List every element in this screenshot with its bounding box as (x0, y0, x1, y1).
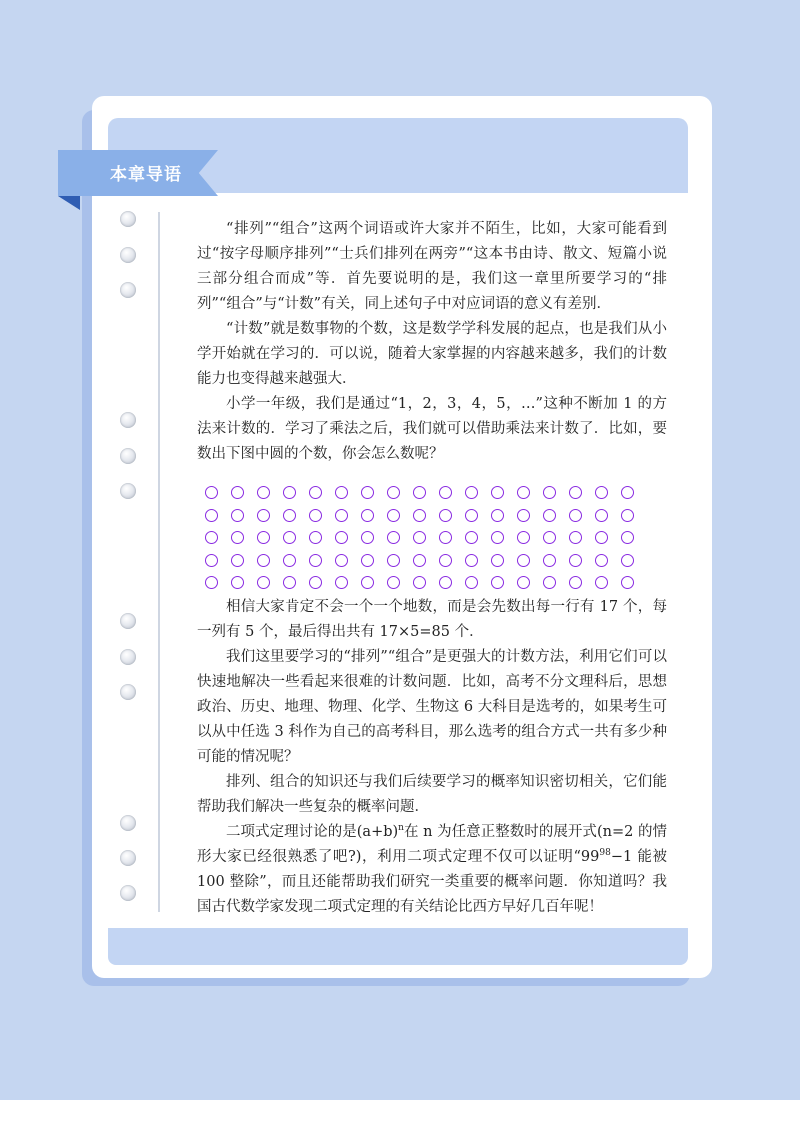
paragraph: 小学一年级，我们是通过“1，2，3，4，5，…”这种不断加 1 的方法来计数的．学习了乘法之后，我们就可以借助乘法来计数了．比如，要数出下图中圆的个数，你会怎么数呢？ (197, 396, 667, 462)
binder-hole (120, 684, 136, 700)
circle-mark (517, 486, 530, 499)
circle-mark (465, 509, 478, 522)
circle-mark (439, 554, 452, 567)
binder-hole (120, 815, 136, 831)
circle-mark (205, 531, 218, 544)
chapter-title: 本章导语 (110, 165, 182, 185)
circle-mark (413, 531, 426, 544)
circle-mark (205, 576, 218, 589)
binder-hole (120, 885, 136, 901)
circle-mark (517, 554, 530, 567)
circle-mark (205, 509, 218, 522)
circle-mark (465, 486, 478, 499)
binder-hole (120, 613, 136, 629)
circle-mark (361, 531, 374, 544)
circle-mark (335, 576, 348, 589)
circle-mark (205, 554, 218, 567)
circle-mark (231, 509, 244, 522)
circle-mark (231, 554, 244, 567)
circle-mark (569, 509, 582, 522)
circle-mark (517, 576, 530, 589)
circle-mark (439, 576, 452, 589)
circle-mark (465, 554, 478, 567)
circle-mark (465, 531, 478, 544)
circle-mark (413, 509, 426, 522)
circle-mark (257, 509, 270, 522)
circle-mark (283, 486, 296, 499)
circle-mark (361, 509, 374, 522)
binomial-text-2: 在 n 为任意正整数时的展开式(n=2 的情形大家已经很熟悉了吧?)，利用二项式定理不仅可以证明“99 (197, 824, 667, 865)
paragraph: 排列、组合的知识还与我们后续要学习的概率知识密切相关，它们能帮助我们解决一些复杂的概率问题． (197, 774, 667, 815)
circle-mark (569, 554, 582, 567)
circle-mark (309, 486, 322, 499)
binomial-text-3: −1 能被 100 整除”，而且还能帮助我们研究一类重要的概率问题．你知道吗？我国古代数学家发现二项式定理的有关结论比西方早好几百年呢！ (197, 849, 668, 915)
circle-mark (465, 576, 478, 589)
circle-mark (491, 486, 504, 499)
binder-hole (120, 412, 136, 428)
binomial-text-1: 二项式定理讨论的是(a+b) (226, 824, 399, 840)
intro-text-bottom (197, 595, 667, 920)
binder-hole (120, 850, 136, 866)
circle-mark (517, 531, 530, 544)
circle-mark (387, 554, 400, 567)
circle-mark (621, 554, 634, 567)
circle-mark (283, 509, 296, 522)
intro-text-top (197, 217, 667, 467)
circle-mark (413, 486, 426, 499)
circle-mark (361, 576, 374, 589)
circle-mark (413, 554, 426, 567)
binder-hole (120, 282, 136, 298)
circle-mark (309, 531, 322, 544)
circle-mark (491, 576, 504, 589)
paragraph: 相信大家肯定不会一个一个地数，而是会先数出每一行有 17 个，每一列有 5 个，最后得出共有 17×5=85 个． (197, 599, 667, 640)
circle-mark (309, 576, 322, 589)
circle-mark (439, 509, 452, 522)
binder-hole (120, 448, 136, 464)
circle-mark (387, 486, 400, 499)
circle-mark (257, 486, 270, 499)
binder-hole (120, 211, 136, 227)
circle-mark (361, 486, 374, 499)
binomial-paragraph (197, 820, 667, 920)
circle-mark (569, 576, 582, 589)
circle-mark (543, 531, 556, 544)
circle-mark (595, 531, 608, 544)
circle-mark (257, 554, 270, 567)
circle-mark (595, 576, 608, 589)
circle-mark (595, 486, 608, 499)
circle-mark (595, 554, 608, 567)
circle-mark (569, 486, 582, 499)
circle-mark (309, 509, 322, 522)
circle-mark (387, 576, 400, 589)
circle-mark (491, 554, 504, 567)
circle-mark (621, 531, 634, 544)
circle-mark (439, 486, 452, 499)
margin-line (158, 212, 160, 912)
ribbon-fold (58, 196, 80, 210)
circle-mark (439, 531, 452, 544)
circle-mark (517, 509, 530, 522)
circle-mark (595, 509, 608, 522)
circle-mark (621, 576, 634, 589)
circle-mark (283, 554, 296, 567)
circle-mark (413, 576, 426, 589)
circle-grid-figure (205, 486, 645, 596)
paragraph: 我们这里要学习的“排列”“组合”是更强大的计数方法，利用它们可以快速地解决一些看起来很难的计数问题．比如，高考不分文理科后，思想政治、历史、地理、物理、化学、生物这 6 大科目是选考的，如果考生可以从中任选 3 科作为自己的高考科目，那么选考的组合方式一共有多少种可能的情况呢？ (197, 649, 667, 765)
binder-hole (120, 649, 136, 665)
circle-mark (361, 554, 374, 567)
circle-mark (335, 509, 348, 522)
circle-mark (621, 509, 634, 522)
page-bottom-strip (0, 1100, 800, 1123)
binder-hole (120, 247, 136, 263)
paragraph: “计数”就是数事物的个数，这是数学学科发展的起点，也是我们从小学开始就在学习的．可以说，随着大家掌握的内容越来越多，我们的计数能力也变得越来越强大． (197, 321, 667, 387)
exponent-n: n (398, 823, 404, 834)
circle-mark (543, 576, 556, 589)
circle-mark (621, 486, 634, 499)
circle-mark (543, 509, 556, 522)
circle-mark (231, 486, 244, 499)
circle-mark (387, 531, 400, 544)
circle-mark (231, 576, 244, 589)
circle-mark (335, 531, 348, 544)
circle-mark (205, 486, 218, 499)
circle-mark (543, 486, 556, 499)
circle-mark (309, 554, 322, 567)
paragraph: “排列”“组合”这两个词语或许大家并不陌生，比如，大家可能看到过“按字母顺序排列”“士兵们排列在两旁”“这本书由诗、散文、短篇小说三部分组合而成”等．首先要说明的是，我们这一章里所要学习的“排列”“组合”与“计数”有关，同上述句子中对应词语的意义有差别． (197, 221, 667, 312)
circle-mark (543, 554, 556, 567)
circle-mark (283, 531, 296, 544)
circle-mark (257, 531, 270, 544)
circle-mark (231, 531, 244, 544)
circle-mark (491, 509, 504, 522)
circle-mark (335, 486, 348, 499)
circle-mark (283, 576, 296, 589)
exponent-98: 98 (599, 848, 611, 859)
circle-mark (569, 531, 582, 544)
circle-mark (335, 554, 348, 567)
circle-mark (257, 576, 270, 589)
circle-mark (387, 509, 400, 522)
binder-hole (120, 483, 136, 499)
circle-mark (491, 531, 504, 544)
card-footer-band (108, 928, 688, 965)
